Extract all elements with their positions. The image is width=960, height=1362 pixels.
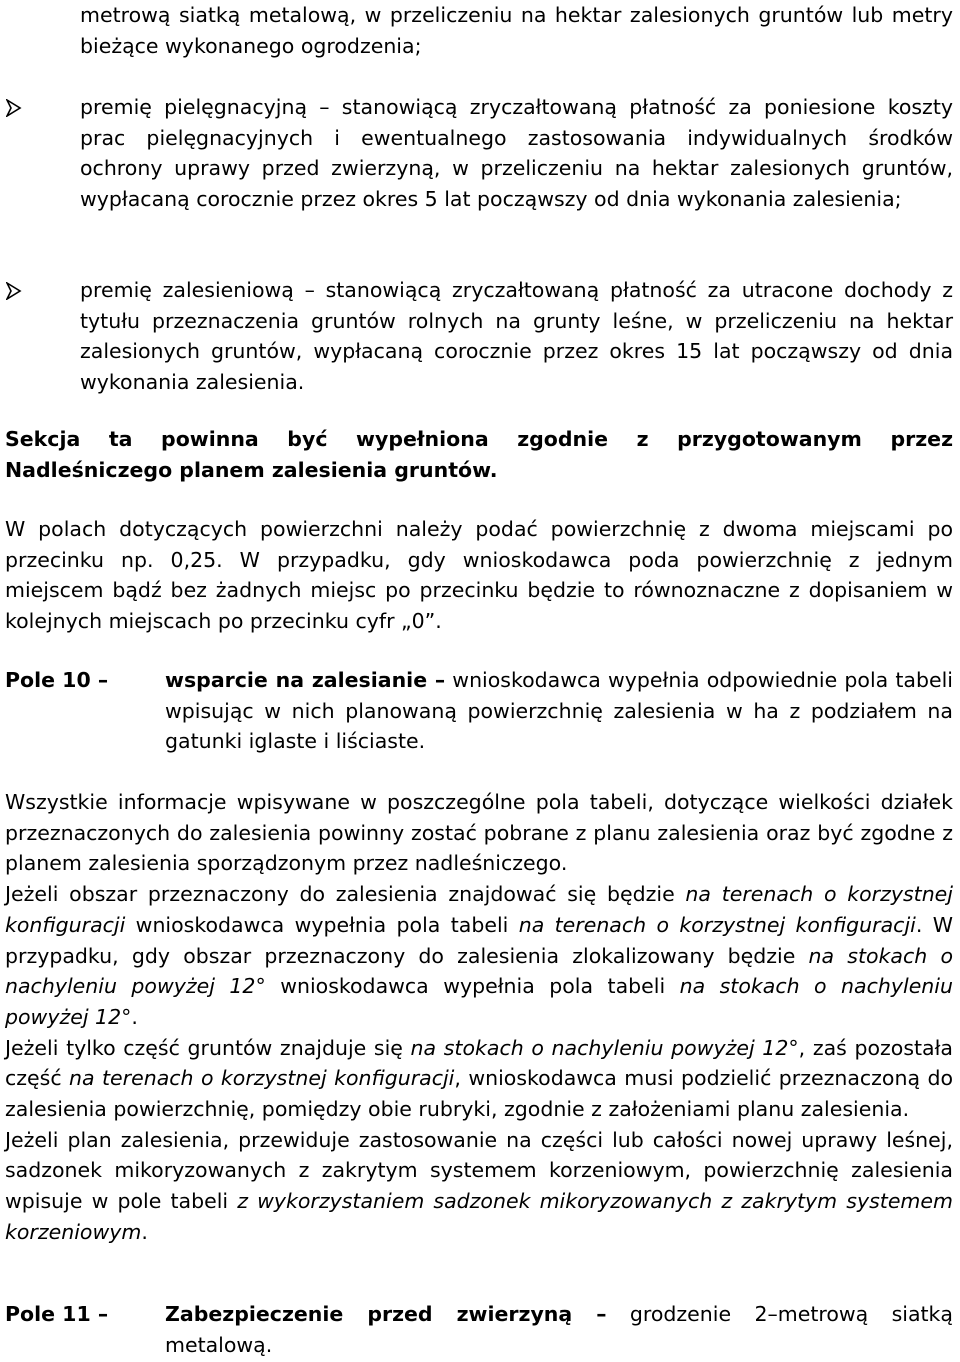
text-run: . W przypadku, gdy obszar przeznaczony do zalesienia zlokalizowany będzie	[5, 912, 953, 968]
info-paragraph-2	[5, 879, 953, 1033]
text-run: .	[131, 1004, 138, 1029]
arrow-bullet-icon	[0, 92, 60, 123]
bullet-item-premia-zalesieniowa	[80, 275, 953, 398]
text-run: wnioskodawca wypełnia pola tabeli	[265, 974, 680, 999]
pole-11-text: grodzenie 2–metrową siatką metalową.	[165, 1302, 953, 1357]
arrow-bullet-icon	[0, 275, 60, 306]
text-run: .	[141, 1219, 148, 1244]
bullet-text: premię pielęgnacyjną – stanowiącą zryczałtowaną płatność za poniesione koszty prac pielęgnacyjnych i ewentualnego zastosowania indywidualnych środków ochrony uprawy przed zwierzyną, w przeliczeniu na hektar zalesionych gruntów, wypłacaną corocznie przez okres 5 lat począwszy od dnia wykonania zalesienia;	[80, 95, 953, 212]
text-run: Jeżeli tylko część gruntów znajduje się	[5, 1035, 411, 1060]
bullet-item-premia-pielegnacyjna	[80, 92, 953, 215]
italic-term: na stokach o nachyleniu powyżej 12°	[5, 974, 953, 1029]
text-run: Jeżeli obszar przeznaczony do zalesienia znajdować się będzie	[5, 882, 686, 907]
pole-10-title: wsparcie na zalesianie –	[165, 668, 446, 692]
decimal-note: W polach dotyczących powierzchni należy podać powierzchnię z dwoma miejscami po przecinku np. 0,25. W przypadku, gdy wnioskodawca poda powierzchnię z jednym miejscem bądź bez żadnych miejsc po przecinku będzie to równoznaczne z dopisaniem w kolejnych miejscach po przecinku cyfr „0”.	[5, 517, 953, 634]
info-paragraph-1: Wszystkie informacje wpisywane w poszczególne pola tabeli, dotyczące wielkości działek przeznaczonych do zalesienia powinny zostać pobrane z planu zalesienia oraz być zgodne z planem zalesienia sporządzonym przez nadleśniczego.	[5, 790, 953, 876]
continuation-text: metrową siatką metalową, w przeliczeniu na hektar zalesionych gruntów lub metry bieżące wykonanego ogrodzenia;	[80, 3, 953, 58]
italic-term: na stokach o nachyleniu powyżej 12°	[5, 943, 953, 999]
pole-11-title: Zabezpieczenie przed zwierzyną –	[165, 1302, 607, 1326]
italic-term: z wykorzystaniem sadzonek mikoryzowanych z zakrytym systemem korzeniowym	[5, 1189, 953, 1244]
info-paragraph-4	[5, 1125, 953, 1248]
bullet-text: premię zalesieniową – stanowiącą zryczałtowaną płatność za utracone dochody z tytułu przeznaczenia gruntów rolnych na grunty leśne, w przeliczeniu na hektar zalesionych gruntów, wypłacaną corocznie przez okres 15 lat począwszy od dnia wykonania zalesienia.	[80, 278, 953, 395]
pole-10-body	[165, 665, 953, 757]
pole-10-label: Pole 10 –	[5, 668, 109, 692]
section-note: Sekcja ta powinna być wypełniona zgodnie z przygotowanym przez Nadleśniczego planem zalesienia gruntów.	[5, 427, 953, 482]
pole-11-body	[165, 1299, 953, 1360]
pole-10-text: wnioskodawca wypełnia odpowiednie pola tabeli wpisując w nich planowaną powierzchnię zalesienia w ha z podziałem na gatunki iglaste i liściaste.	[165, 668, 953, 754]
italic-term: na terenach o korzystnej konfiguracji	[518, 912, 916, 937]
text-run: Jeżeli plan zalesienia, przewiduje zastosowanie na części lub całości nowej uprawy leśnej, sadzonek mikoryzowanych z zakrytym systemem korzeniowym, powierzchnię zalesienia wpisuje w pole tabeli	[5, 1127, 953, 1214]
info-paragraph-3	[5, 1033, 953, 1125]
text-run: , wnioskodawca musi podzielić przeznaczoną do zalesienia powierzchnię, pomiędzy obie rubryki, zgodnie z założeniami planu zalesienia.	[5, 1066, 953, 1122]
text-run: , zaś pozostała część	[5, 1035, 953, 1091]
italic-term: na terenach o korzystnej konfiguracji	[5, 882, 953, 937]
italic-term: na stokach o nachyleniu powyżej 12°	[410, 1035, 799, 1060]
italic-term: na terenach o korzystnej konfiguracji	[69, 1066, 455, 1091]
text-run: wnioskodawca wypełnia pola tabeli	[125, 912, 519, 937]
info-section	[5, 787, 953, 1248]
pole-11-label: Pole 11 –	[5, 1302, 109, 1326]
